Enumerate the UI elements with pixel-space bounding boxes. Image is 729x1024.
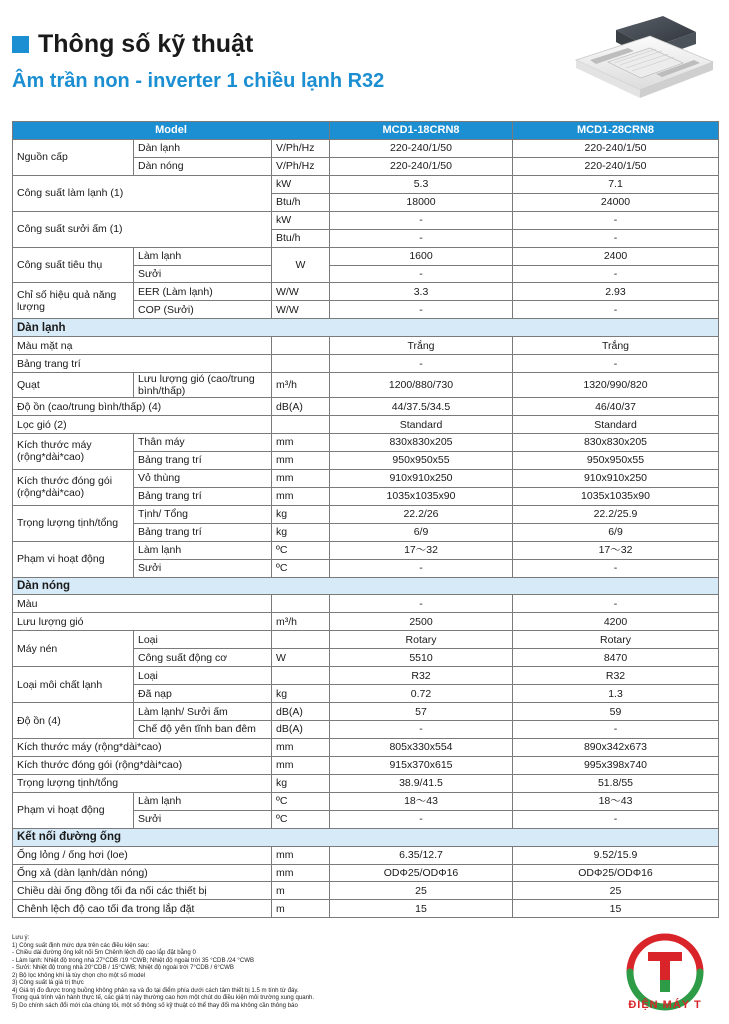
title-row (12, 30, 253, 59)
table-cell: 2500 (330, 613, 513, 631)
table-cell: 22.2/25.9 (513, 505, 719, 523)
table-cell: 51.8/55 (513, 774, 719, 792)
table-cell: - (330, 559, 513, 577)
table-cell: 57 (330, 703, 513, 721)
table-row (13, 631, 719, 649)
table-row (13, 846, 719, 864)
table-cell: - (330, 229, 513, 247)
table-row (13, 175, 719, 193)
note-line: 1) Công suất định mức dựa trên các điều kiện sau: (12, 941, 150, 949)
table-cell: V/Ph/Hz (272, 139, 330, 157)
table-header-row (13, 122, 719, 140)
model-1-header: MCD1-18CRN8 (330, 122, 513, 140)
note-line: 3) Công suất là giá trị thực (12, 979, 84, 986)
table-cell: 15 (330, 900, 513, 918)
table-row (13, 900, 719, 918)
table-cell: - (513, 211, 719, 229)
table-cell: Sưởi (134, 810, 272, 828)
table-cell: dB(A) (272, 703, 330, 721)
table-cell: - (513, 721, 719, 739)
table-cell: Standard (330, 416, 513, 434)
table-cell: - (513, 265, 719, 283)
table-cell: mm (272, 864, 330, 882)
table-cell: 2400 (513, 247, 719, 265)
table-cell: Chỉ số hiệu quả năng lượng (13, 283, 134, 319)
table-cell: 0.72 (330, 685, 513, 703)
table-cell: 6/9 (330, 523, 513, 541)
table-cell: 1.3 (513, 685, 719, 703)
table-cell: 220-240/1/50 (330, 157, 513, 175)
table-cell: - (330, 211, 513, 229)
table-cell: ODΦ25/ODΦ16 (330, 864, 513, 882)
table-cell: Phạm vi hoạt động (13, 541, 134, 577)
table-cell: Kích thước đóng gói (rộng*dài*cao) (13, 469, 134, 505)
table-cell: - (513, 301, 719, 319)
table-cell: mm (272, 487, 330, 505)
table-cell: Bảng trang trí (13, 355, 272, 373)
table-cell: 25 (513, 882, 719, 900)
table-cell: 1320/990/820 (513, 373, 719, 398)
table-cell: Lưu lượng gió (cao/trung bình/thấp) (134, 373, 272, 398)
table-row (13, 792, 719, 810)
table-cell: 5.3 (330, 175, 513, 193)
table-cell: Độ ồn (4) (13, 703, 134, 739)
table-cell: Dàn lạnh (134, 139, 272, 157)
table-cell: 5510 (330, 649, 513, 667)
table-cell: Nguồn cấp (13, 139, 134, 175)
table-cell: m (272, 900, 330, 918)
table-cell: - (330, 355, 513, 373)
table-cell: Công suất sưởi ấm (1) (13, 211, 272, 247)
table-cell: 15 (513, 900, 719, 918)
table-cell: 220-240/1/50 (330, 139, 513, 157)
table-cell: Bảng trang trí (134, 451, 272, 469)
page-subtitle: Âm trần non - inverter 1 chiều lạnh R32 (12, 70, 385, 92)
table-cell: Sưởi (134, 265, 272, 283)
table-cell: - (330, 721, 513, 739)
table-cell: mm (272, 469, 330, 487)
table-cell: 950x950x55 (330, 451, 513, 469)
table-cell: Đã nạp (134, 685, 272, 703)
table-cell: Công suất tiêu thụ (13, 247, 134, 283)
table-cell: kW (272, 175, 330, 193)
table-cell: 890x342x673 (513, 738, 719, 756)
table-cell: Kích thước máy (rộng*dài*cao) (13, 738, 272, 756)
table-cell: ºC (272, 559, 330, 577)
table-cell: ºC (272, 541, 330, 559)
table-cell: EER (Làm lạnh) (134, 283, 272, 301)
table-cell: Standard (513, 416, 719, 434)
table-cell: 995x398x740 (513, 756, 719, 774)
table-cell: 910x910x250 (513, 469, 719, 487)
table-cell: 950x950x55 (513, 451, 719, 469)
table-row (13, 355, 719, 373)
table-cell: ºC (272, 810, 330, 828)
section-title: Dàn lạnh (13, 319, 719, 337)
table-cell: mm (272, 451, 330, 469)
note-line: 2) Bộ lọc không khí là tùy chọn cho một số model (12, 971, 146, 979)
table-cell: Tịnh/ Tổng (134, 505, 272, 523)
table-cell: Chiều dài ống đồng tối đa nối các thiết bị (13, 882, 272, 900)
model-2-header: MCD1-28CRN8 (513, 122, 719, 140)
footnotes (12, 934, 572, 1009)
table-cell: 1035x1035x90 (513, 487, 719, 505)
table-row (13, 541, 719, 559)
table-cell (272, 667, 330, 685)
table-cell: - (513, 810, 719, 828)
logo-text: ĐIỆN MÁY T (628, 999, 702, 1011)
page-title: Thông số kỹ thuật (38, 30, 254, 58)
table-cell: 1200/880/730 (330, 373, 513, 398)
section-title: Kết nối đường ống (13, 828, 719, 846)
table-cell: Vỏ thùng (134, 469, 272, 487)
table-row (13, 337, 719, 355)
table-cell: Trắng (330, 337, 513, 355)
table-row (13, 247, 719, 265)
table-cell: Bảng trang trí (134, 487, 272, 505)
table-cell: W (272, 247, 330, 283)
table-cell: - (330, 301, 513, 319)
table-row (13, 283, 719, 301)
table-cell (272, 355, 330, 373)
model-header: Model (13, 122, 330, 140)
table-cell: Lọc gió (2) (13, 416, 272, 434)
table-cell: - (513, 229, 719, 247)
table-cell: ODΦ25/ODΦ16 (513, 864, 719, 882)
table-cell: mm (272, 756, 330, 774)
note-line: - Sưởi: Nhiệt độ trong nhà 20°CDB / 15°CWB; Nhiệt độ ngoài trời 7°CDB / 6°CWB (12, 964, 234, 971)
table-cell (272, 416, 330, 434)
table-cell: V/Ph/Hz (272, 157, 330, 175)
table-cell: - (330, 265, 513, 283)
table-cell: Ống lỏng / ống hơi (loe) (13, 846, 272, 864)
table-cell: - (513, 559, 719, 577)
table-cell: Rotary (330, 631, 513, 649)
section-row (13, 319, 719, 337)
table-cell: 24000 (513, 193, 719, 211)
table-cell: kW (272, 211, 330, 229)
table-cell: 22.2/26 (330, 505, 513, 523)
note-line: - Làm lạnh: Nhiệt độ trong nhà 27°CDB /19 °CWB; Nhiệt độ ngoài trời 35 °CDB /24 °CWB (12, 956, 255, 964)
table-cell (272, 631, 330, 649)
table-cell: - (513, 595, 719, 613)
table-cell (272, 337, 330, 355)
table-row (13, 139, 719, 157)
table-cell: Btu/h (272, 193, 330, 211)
note-line: 4) Giá trị đo được trong buồng không phản xạ và đo tại điểm phía dưới cách tâm thiết bị 1.5 m tính từ đáy. (12, 986, 299, 994)
table-cell: ºC (272, 792, 330, 810)
table-cell: 915x370x615 (330, 756, 513, 774)
note-line: 5) Do chính sách đổi mới của chúng tôi, một số thông số kỹ thuật có thể thay đổi mà không cần thông báo (12, 1001, 298, 1009)
table-cell (272, 595, 330, 613)
table-cell: 17～32 (330, 541, 513, 559)
table-row (13, 703, 719, 721)
table-row (13, 595, 719, 613)
table-row (13, 416, 719, 434)
table-cell: 18～43 (513, 792, 719, 810)
table-cell: 4200 (513, 613, 719, 631)
table-row (13, 864, 719, 882)
table-cell: Trắng (513, 337, 719, 355)
table-row (13, 738, 719, 756)
section-row (13, 828, 719, 846)
table-cell: 9.52/15.9 (513, 846, 719, 864)
table-cell: 38.9/41.5 (330, 774, 513, 792)
table-cell: 1035x1035x90 (330, 487, 513, 505)
table-cell: Rotary (513, 631, 719, 649)
table-cell: dB(A) (272, 398, 330, 416)
table-cell: Dàn nóng (134, 157, 272, 175)
table-cell: mm (272, 434, 330, 452)
table-cell: 59 (513, 703, 719, 721)
title-accent-square (12, 36, 29, 53)
section-row (13, 577, 719, 595)
table-cell: 6.35/12.7 (330, 846, 513, 864)
cassette-unit-image (568, 8, 718, 113)
table-cell: kg (272, 523, 330, 541)
table-cell: kg (272, 505, 330, 523)
table-cell: Loại (134, 631, 272, 649)
table-cell: 830x830x205 (513, 434, 719, 452)
table-cell: kg (272, 774, 330, 792)
table-cell: Phạm vi hoạt động (13, 792, 134, 828)
table-cell: 44/37.5/34.5 (330, 398, 513, 416)
table-cell: 830x830x205 (330, 434, 513, 452)
table-cell: Kích thước máy (rộng*dài*cao) (13, 434, 134, 470)
table-cell: dB(A) (272, 721, 330, 739)
table-cell: 1600 (330, 247, 513, 265)
table-cell: Chế độ yên tĩnh ban đêm (134, 721, 272, 739)
table-cell: mm (272, 738, 330, 756)
table-cell: Chênh lệch độ cao tối đa trong lắp đặt (13, 900, 272, 918)
table-cell: - (513, 355, 719, 373)
table-cell: m (272, 882, 330, 900)
table-cell: 220-240/1/50 (513, 139, 719, 157)
table-cell: 18～43 (330, 792, 513, 810)
table-cell: Sưởi (134, 559, 272, 577)
table-row (13, 434, 719, 452)
table-row (13, 882, 719, 900)
table-cell: Công suất động cơ (134, 649, 272, 667)
note-line: Lưu ý: (12, 934, 30, 941)
table-cell: Làm lạnh (134, 247, 272, 265)
table-row (13, 667, 719, 685)
table-cell: - (330, 810, 513, 828)
table-cell: 220-240/1/50 (513, 157, 719, 175)
table-cell: Kích thước đóng gói (rộng*dài*cao) (13, 756, 272, 774)
table-cell: 17～32 (513, 541, 719, 559)
table-cell: 7.1 (513, 175, 719, 193)
table-cell: W/W (272, 283, 330, 301)
table-cell: Loại (134, 667, 272, 685)
table-cell: 25 (330, 882, 513, 900)
table-cell: Thân máy (134, 434, 272, 452)
table-cell: Trọng lượng tịnh/tổng (13, 505, 134, 541)
table-cell: Làm lạnh/ Sưởi ấm (134, 703, 272, 721)
table-row (13, 505, 719, 523)
table-cell: Độ ồn (cao/trung bình/thấp) (4) (13, 398, 272, 416)
table-cell: 805x330x554 (330, 738, 513, 756)
table-row (13, 211, 719, 229)
table-cell: m³/h (272, 613, 330, 631)
table-cell: R32 (330, 667, 513, 685)
table-cell: 3.3 (330, 283, 513, 301)
table-cell: m³/h (272, 373, 330, 398)
table-cell: kg (272, 685, 330, 703)
table-cell: Màu mặt nạ (13, 337, 272, 355)
table-cell: - (330, 595, 513, 613)
table-cell: 2.93 (513, 283, 719, 301)
table-cell: Màu (13, 595, 272, 613)
table-cell: Ống xả (dàn lạnh/dàn nóng) (13, 864, 272, 882)
table-cell: Btu/h (272, 229, 330, 247)
table-cell: Làm lạnh (134, 541, 272, 559)
table-cell: 910x910x250 (330, 469, 513, 487)
table-cell: Máy nén (13, 631, 134, 667)
table-cell: Trọng lượng tịnh/tổng (13, 774, 272, 792)
table-cell: Lưu lượng gió (13, 613, 272, 631)
table-cell: W/W (272, 301, 330, 319)
table-row (13, 469, 719, 487)
table-row (13, 398, 719, 416)
note-line: Trong quá trình vận hành thực tế, các giá trị này thường cao hơn một chút do điều kiện môi trường xung quanh. (12, 994, 315, 1001)
table-cell: 18000 (330, 193, 513, 211)
table-cell: 6/9 (513, 523, 719, 541)
table-cell: R32 (513, 667, 719, 685)
table-cell: Loại môi chất lạnh (13, 667, 134, 703)
table-cell: Công suất làm lạnh (1) (13, 175, 272, 211)
table-cell: Quạt (13, 373, 134, 398)
table-cell: COP (Sưởi) (134, 301, 272, 319)
table-cell: 8470 (513, 649, 719, 667)
table-row (13, 774, 719, 792)
table-row (13, 756, 719, 774)
table-cell: 46/40/37 (513, 398, 719, 416)
spec-table (12, 121, 719, 918)
table-cell: Làm lạnh (134, 792, 272, 810)
table-cell: W (272, 649, 330, 667)
note-line: - Chiều dài đường ống kết nối 5m Chênh lệch độ cao lắp đặt bằng 0 (12, 949, 196, 956)
section-title: Dàn nóng (13, 577, 719, 595)
table-cell: mm (272, 846, 330, 864)
spec-table-body (13, 122, 719, 918)
table-cell: Bảng trang trí (134, 523, 272, 541)
table-row (13, 613, 719, 631)
